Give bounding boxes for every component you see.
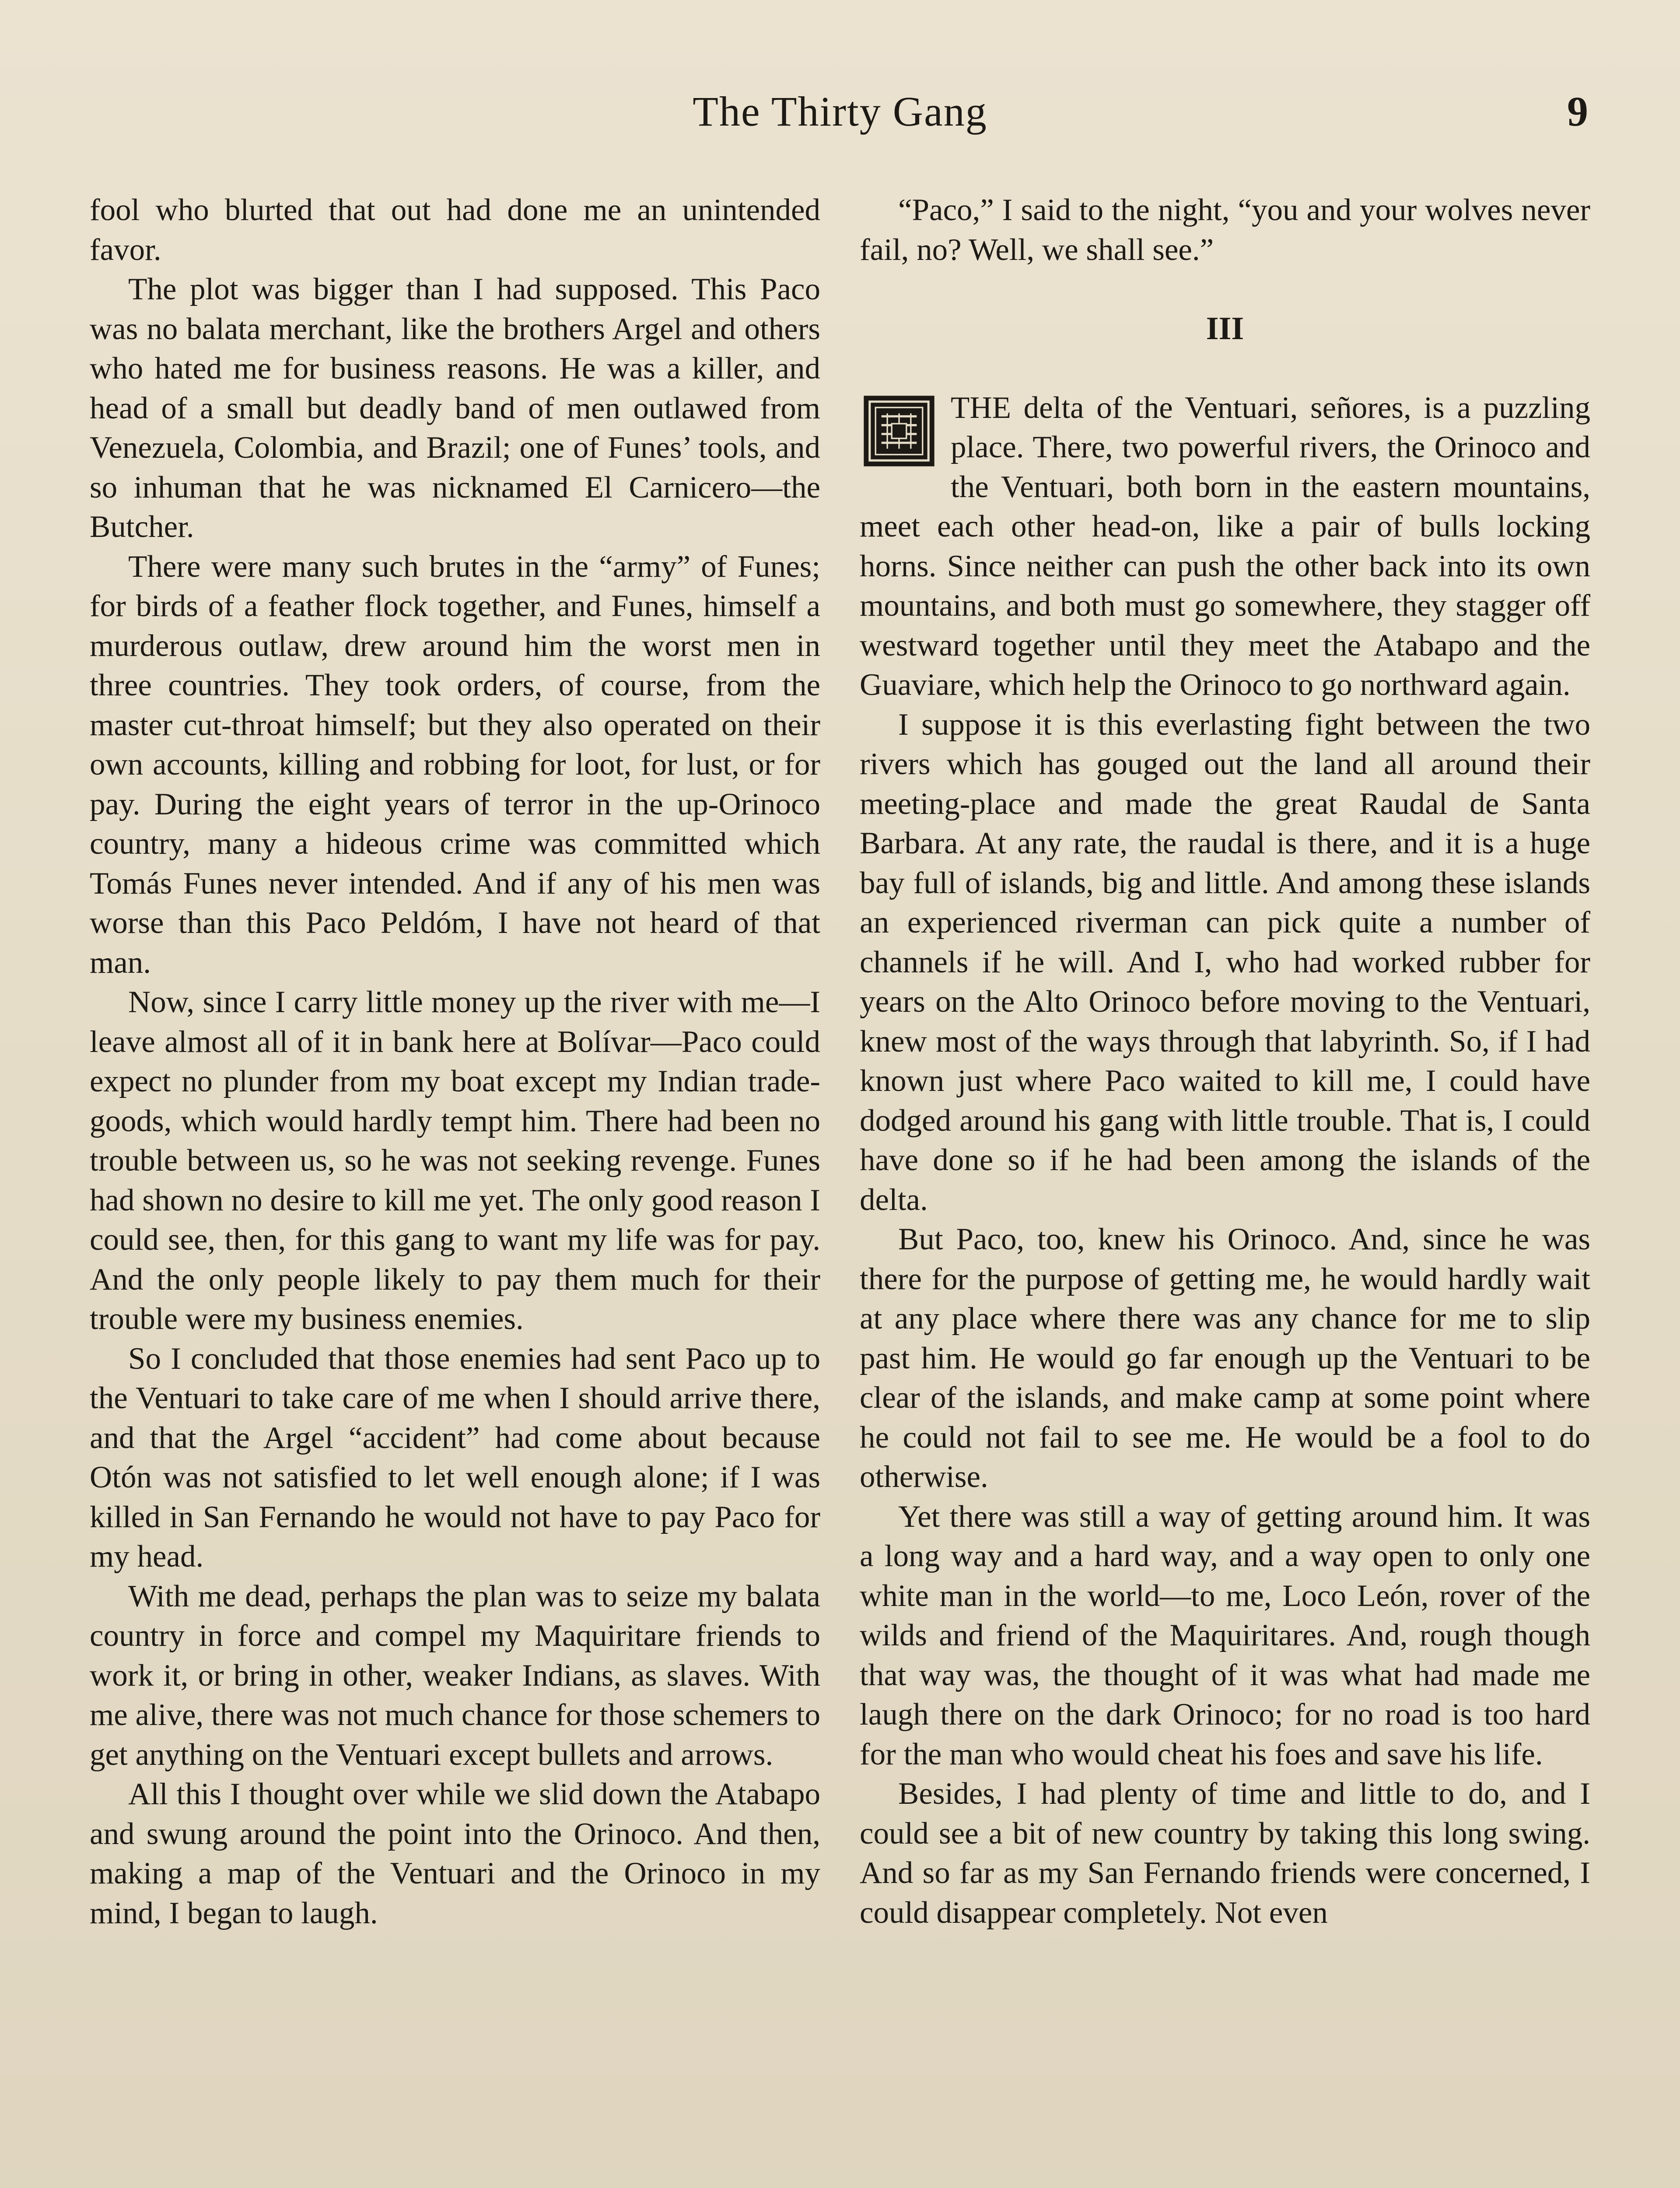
right-column xyxy=(860,190,1590,2188)
chapter-lead-paragraph xyxy=(860,388,1590,705)
paragraph: “Paco,” I said to the night, “you and your wolves never fail, no? Well, we shall see.” xyxy=(860,193,1590,267)
paragraph: Besides, I had plenty of time and little to do, and I could see a bit of new country by taking this long swing. And so far as my San Fernando friends were concerned, I could disappear completely. Not even xyxy=(860,1777,1590,1930)
paragraph: The plot was bigger than I had supposed. This Paco was no balata merchant, like the brothers Argel and others who hated me for business reasons. He was a killer, and head of a small but deadly band of men outlawed from Venezuela, Colombia, and Brazil; one of Funes’ tools, and so inhuman that he was nicknamed El Carnicero—the Butcher. xyxy=(90,272,820,544)
paragraph-text: THE delta of the Ventuari, señores, is a puzzling place. There, two powerful rivers, the Orinoco and the Ventuari, both born in the eastern mountains, meet each other head-on, like a pair of bulls locking horns. Since neither can push the other back into its own mountains, and both must go somewhere, they stagger off westward together until they meet the Atabapo and the Guaviare, which help the Orinoco to go northward again. xyxy=(860,390,1590,702)
running-head xyxy=(0,83,1680,144)
paragraph: fool who blurted that out had done me an unintended favor. xyxy=(90,193,820,267)
paragraph: I suppose it is this everlasting fight between the two rivers which has gouged out the land all around their meeting-place and made the great Raudal de Santa Barbara. At any rate, the raudal is there, and it is a huge bay full of islands, big and little. And among these islands an experienced riverman can pick quite a number of channels if he will. And I, who had worked rubber for years on the Alto Orinoco before moving to the Ventuari, knew most of the ways through that labyrinth. So, if I had known just where Paco waited to kill me, I could have dodged around his gang with little trouble. That is, I could have done so if he had been among the islands of the delta. xyxy=(860,707,1590,1217)
left-column xyxy=(90,190,820,2188)
section-heading: III xyxy=(1206,311,1244,347)
paragraph: There were many such brutes in the “army” of Funes; for birds of a feather flock together, and Funes, himself a murderous outlaw, drew around him the worst men in three countries. They took orders, of course, from the master cut-throat himself; but they also operated on their own accounts, killing and robbing for loot, for lust, or for pay. During the eight years of terror in the up-Orinoco country, many a hideous crime was committed which Tomás Funes never intended. And if any of his men was worse than this Paco Peldóm, I have not heard of that man. xyxy=(90,549,820,980)
paragraph: With me dead, perhaps the plan was to seize my balata country in force and compel my Maquiritare friends to work it, or bring in other, weaker Indians, as slaves. With me alive, there was not much chance for those schemers to get anything on the Ventuari except bullets and arrows. xyxy=(90,1579,820,1772)
running-title: The Thirty Gang xyxy=(693,88,987,135)
page-number: 9 xyxy=(1567,88,1588,135)
paragraph: So I concluded that those enemies had sent Paco up to the Ventuari to take care of me when I should arrive there, and that the Argel “accident” had come about because Otón was not satisfied to let well enough alone; if I was killed in San Fernando he would not have to pay Paco for my head. xyxy=(90,1341,820,1574)
paragraph: Yet there was still a way of getting around him. It was a long way and a hard way, and a way open to only one white man in the world—to me, Loco León, rover of the wilds and friend of the Maquiritares. And, rough though that way was, the thought of it was what had made me laugh there on the dark Orinoco; for no road is too hard for the man who would cheat his foes and save his life. xyxy=(860,1499,1590,1771)
paragraph: Now, since I carry little money up the river with me—I leave almost all of it in bank here at Bolívar—Paco could expect no plunder from my boat except my Indian trade-goods, which would hardly tempt him. There had been no trouble between us, so he was not seeking revenge. Funes had shown no desire to kill me yet. The only good reason I could see, then, for this gang to want my life was for pay. And the only people likely to pay them much for their trouble were my business enemies. xyxy=(90,985,820,1336)
paragraph: But Paco, too, knew his Orinoco. And, since he was there for the purpose of getting me, he would hardly wait at any place where there was any chance for me to slip past him. He would go far enough up the Ventuari to be clear of the islands, and make camp at some point where he could not fail to see me. He would be a fool to do otherwise. xyxy=(860,1222,1590,1494)
paragraph: All this I thought over while we slid down the Atabapo and swung around the point into the Orinoco. And then, making a map of the Ventuari and the Orinoco in my mind, I began to laugh. xyxy=(90,1777,820,1930)
ornamental-initial-icon xyxy=(862,394,936,468)
